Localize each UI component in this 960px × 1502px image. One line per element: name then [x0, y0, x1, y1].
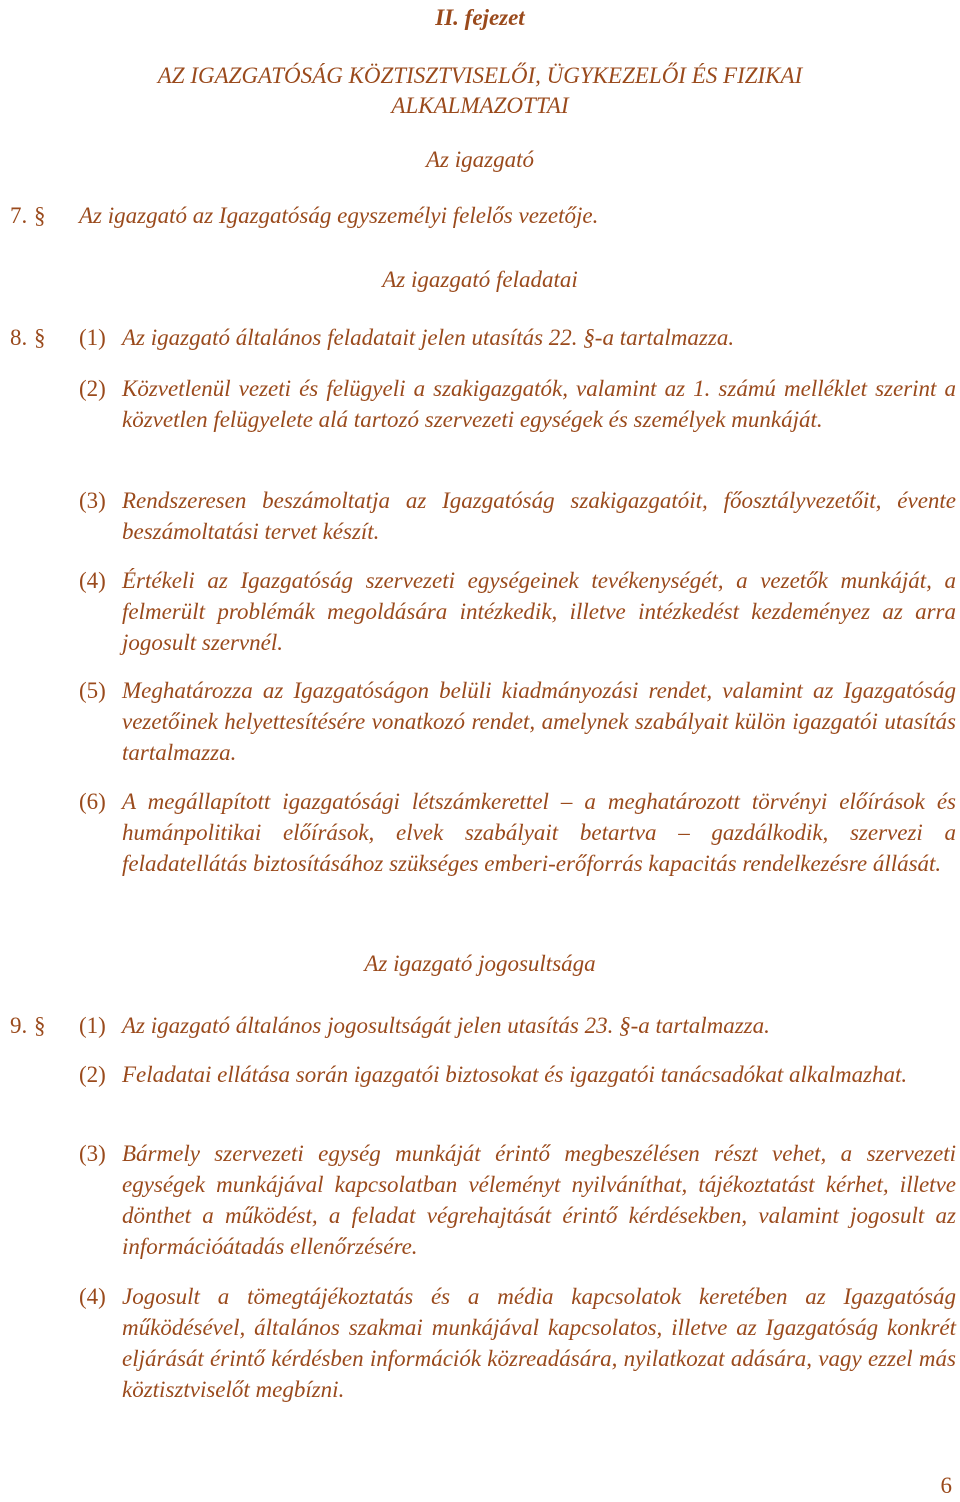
para-label: (3): [79, 1141, 106, 1166]
para-text: Rendszeresen beszámoltatja az Igazgatóság szakigazgatóit, főosztályvezetőit, évente beszámoltatási tervet készít.: [122, 488, 956, 544]
chapter-number: II. fejezet: [435, 5, 525, 30]
para-label: (6): [79, 789, 106, 814]
section-number: 7.: [10, 203, 28, 228]
paragraph-symbol: §: [34, 325, 46, 350]
section-number: 9.: [10, 1013, 28, 1038]
section-8: [10, 322, 54, 353]
para-text: Bármely szervezeti egység munkáját érintő megbeszélésen részt vehet, a szervezeti egységek munkájával kapcsolatban véleményt nyilváníthat, tájékoztatást kérhet, illetve dönthet a működést, a feladat végrehajtását érintő kérdésekben, valamint jogosult az információátadás ellenőrzésére.: [122, 1141, 956, 1259]
chapter-title-line2: ALKALMAZOTTAI: [391, 93, 569, 118]
section-9: [10, 1010, 54, 1041]
para-label: (1): [79, 1013, 106, 1038]
para-text: Jogosult a tömegtájékoztatás és a média kapcsolatok keretében az Igazgatóság működésével, általános szakmai munkájával kapcsolatos, illetve az Igazgatóság konkrét eljárását érintő kérdésben információk közreadására, nyilatkozat adására, vagy ezzel más köztisztviselőt megbízni.: [122, 1284, 956, 1402]
para-label: (2): [79, 376, 106, 401]
section-9-para-2: [79, 1059, 956, 1090]
section-8-para-5: [79, 675, 956, 768]
para-text: A megállapított igazgatósági létszámkerettel – a meghatározott törvényi előírások és humánpolitikai előírások, elvek szabályait betartva – gazdálkodik, szervezi a feladatellátás biztosításához szükséges emberi-erőforrás kapacitás rendelkezésre állását.: [122, 789, 956, 876]
para-text: Közvetlenül vezeti és felügyeli a szakigazgatók, valamint az 1. számú melléklet szerint a közvetlen felügyelete alá tartozó szervezeti egységek és személyek munkáját.: [122, 376, 956, 432]
heading-director: Az igazgató: [426, 147, 534, 172]
section-9-para-1: [79, 1010, 956, 1041]
section-9-para-3: [79, 1138, 956, 1262]
para-text: Az igazgató általános feladatait jelen utasítás 22. §-a tartalmazza.: [122, 325, 735, 350]
para-label: (2): [79, 1062, 106, 1087]
paragraph-symbol: §: [34, 203, 46, 228]
paragraph-symbol: §: [34, 1013, 46, 1038]
para-label: (4): [79, 1284, 106, 1309]
section-number: 8.: [10, 325, 28, 350]
section-7: [10, 200, 54, 231]
para-text: Meghatározza az Igazgatóságon belüli kiadmányozási rendet, valamint az Igazgatóság vezetőinek helyettesítésére vonatkozó rendet, amelynek szabályait külön igazgatói utasítás tartalmazza.: [122, 678, 956, 765]
para-label: (5): [79, 678, 106, 703]
para-text: Feladatai ellátása során igazgatói biztosokat és igazgatói tanácsadókat alkalmazhat.: [122, 1062, 908, 1087]
section-8-para-3: [79, 485, 956, 547]
para-text: Értékeli az Igazgatóság szervezeti egységeinek tevékenységét, a vezetők munkáját, a felmerült problémák megoldására intézkedik, illetve intézkedést kezdeményez az arra jogosult szervnél.: [122, 568, 956, 655]
section-7-text: Az igazgató az Igazgatóság egyszemélyi felelős vezetője.: [79, 203, 599, 228]
section-8-para-2: [79, 373, 956, 435]
para-text: Az igazgató általános jogosultságát jelen utasítás 23. §-a tartalmazza.: [122, 1013, 770, 1038]
section-9-para-4: [79, 1281, 956, 1405]
page-number: 6: [940, 1473, 952, 1498]
section-8-para-1: [79, 322, 956, 353]
heading-tasks: Az igazgató feladatai: [382, 267, 578, 292]
para-label: (4): [79, 568, 106, 593]
section-8-para-6: [79, 786, 956, 879]
section-8-para-4: [79, 565, 956, 658]
heading-rights: Az igazgató jogosultsága: [364, 951, 596, 976]
para-label: (1): [79, 325, 106, 350]
chapter-title-line1: AZ IGAZGATÓSÁG KÖZTISZTVISELŐI, ÜGYKEZELŐI ÉS FIZIKAI: [157, 63, 803, 88]
para-label: (3): [79, 488, 106, 513]
